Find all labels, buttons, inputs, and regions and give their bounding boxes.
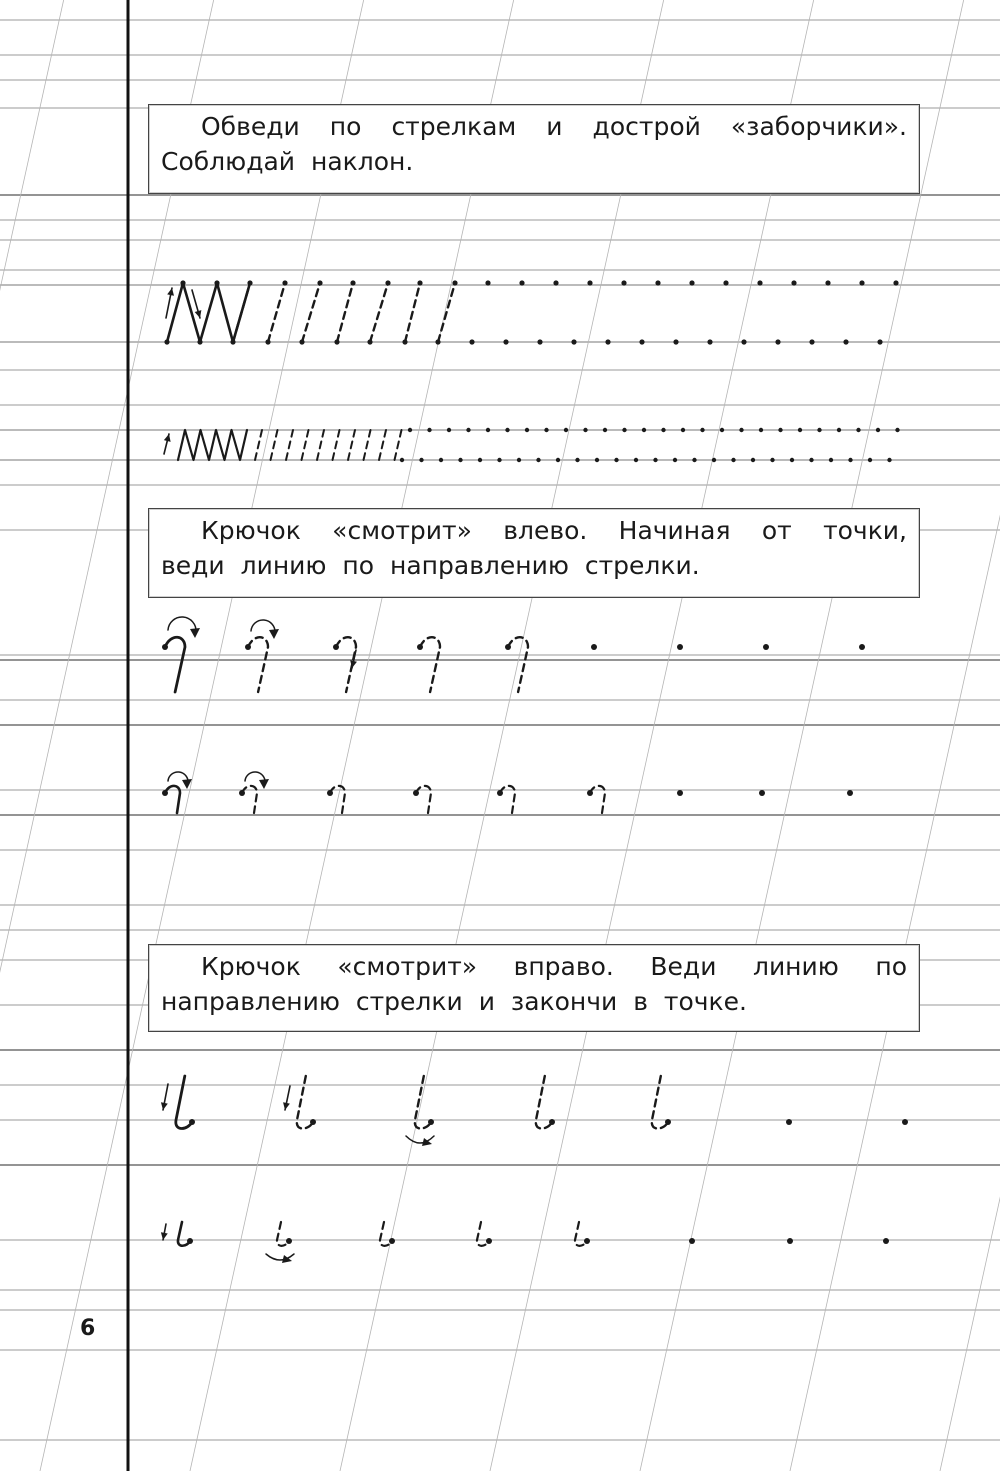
dashed-stroke: [508, 637, 528, 692]
dashed-stroke: [364, 430, 371, 460]
guide-dot: [605, 339, 610, 344]
guide-dot: [408, 428, 412, 432]
instruction-text-2: Крючок «смотрит» влево. Начиная от точки, веди линию по направлению стрелки.: [161, 516, 907, 580]
dashed-stroke: [302, 283, 320, 342]
guide-dot: [189, 1119, 195, 1125]
guide-dot: [497, 458, 501, 462]
guide-dot: [439, 458, 443, 462]
guide-dot: [786, 1119, 792, 1125]
guide-dot: [759, 428, 763, 432]
slant-line: [0, 0, 64, 1471]
guide-dot: [829, 458, 833, 462]
guide-dot: [553, 280, 558, 285]
guide-dot: [402, 339, 407, 344]
arrow-head: [161, 1232, 168, 1240]
guide-dot: [334, 339, 339, 344]
guide-dot: [317, 280, 322, 285]
arrow-head: [283, 1102, 290, 1110]
guide-dot: [571, 339, 576, 344]
guide-dot: [741, 339, 746, 344]
guide-dot: [583, 428, 587, 432]
guide-dot: [435, 339, 440, 344]
guide-dot: [400, 458, 404, 462]
guide-dot: [517, 458, 521, 462]
instruction-box-1: [148, 104, 920, 194]
guide-dot: [893, 280, 898, 285]
dashed-stroke: [348, 430, 355, 460]
guide-dot: [639, 339, 644, 344]
guide-dot: [859, 644, 865, 650]
arrow-head: [259, 779, 269, 789]
guide-dot: [419, 458, 423, 462]
guide-dot: [164, 339, 169, 344]
guide-dot: [775, 339, 780, 344]
guide-dot: [770, 458, 774, 462]
guide-dot: [556, 458, 560, 462]
guide-dot: [478, 458, 482, 462]
guide-dot: [856, 428, 860, 432]
guide-dot: [692, 458, 696, 462]
guide-dot: [282, 280, 287, 285]
guide-dot: [505, 428, 509, 432]
guide-dot: [162, 790, 168, 796]
guide-dot: [622, 428, 626, 432]
arrow-head: [269, 629, 279, 639]
guide-dot: [825, 280, 830, 285]
guide-dot: [817, 428, 821, 432]
guide-dot: [763, 644, 769, 650]
traced-stroke: [178, 430, 247, 460]
guide-dot: [707, 339, 712, 344]
guide-dot: [214, 280, 219, 285]
guide-dot: [677, 644, 683, 650]
guide-dot: [230, 339, 235, 344]
guide-dot: [247, 280, 252, 285]
guide-dot: [505, 644, 511, 650]
guide-dot: [327, 790, 333, 796]
guide-dot: [621, 280, 626, 285]
guide-dot: [299, 339, 304, 344]
arrow-head: [161, 1102, 168, 1110]
guide-dot: [653, 458, 657, 462]
slant-line: [40, 0, 364, 1471]
slant-line: [640, 0, 964, 1471]
hook-left-small-row: [162, 772, 853, 813]
guide-dot: [469, 339, 474, 344]
guide-dot: [902, 1119, 908, 1125]
guide-dot: [197, 339, 202, 344]
guide-dot: [389, 1238, 395, 1244]
guide-dot: [634, 458, 638, 462]
guide-dot: [655, 280, 660, 285]
dashed-stroke: [255, 430, 262, 460]
traced-stroke: [165, 637, 185, 692]
guide-dot: [544, 428, 548, 432]
dashed-stroke: [268, 283, 285, 342]
guide-dot: [265, 339, 270, 344]
hook-right-large-row: [161, 1076, 908, 1146]
guide-dot: [413, 790, 419, 796]
guide-dot: [458, 458, 462, 462]
traced-stroke: [167, 283, 250, 342]
guide-dot: [689, 280, 694, 285]
guide-dot: [757, 280, 762, 285]
dashed-stroke: [405, 283, 420, 342]
guide-dot: [847, 790, 853, 796]
instruction-box-2: [148, 508, 920, 598]
guide-dot: [877, 339, 882, 344]
dashed-stroke: [379, 430, 386, 460]
slant-line: [0, 0, 214, 1471]
guide-dot: [723, 280, 728, 285]
guide-dot: [739, 428, 743, 432]
guide-dot: [712, 458, 716, 462]
guide-dot: [286, 1238, 292, 1244]
guide-dot: [466, 428, 470, 432]
dashed-stroke: [420, 637, 440, 692]
guide-dot: [798, 428, 802, 432]
page-number: 6: [80, 1316, 96, 1341]
guide-dot: [310, 1119, 316, 1125]
guide-dot: [720, 428, 724, 432]
guide-dot: [759, 790, 765, 796]
guide-dot: [787, 1238, 793, 1244]
instruction-text-3: Крючок «смотрит» вправо. Веди линию по направлению стрелки и закончи в точке.: [161, 952, 907, 1016]
guide-dot: [427, 428, 431, 432]
guide-dot: [417, 644, 423, 650]
hook-right-small-row: [161, 1222, 889, 1263]
guide-dot: [180, 280, 185, 285]
slant-line: [790, 0, 1000, 1471]
guide-dot: [700, 428, 704, 432]
guide-dot: [162, 644, 168, 650]
guide-dot: [497, 790, 503, 796]
guide-dot: [537, 339, 542, 344]
dashed-stroke: [317, 430, 324, 460]
guide-dot: [837, 428, 841, 432]
guide-dot: [595, 458, 599, 462]
guide-dot: [452, 280, 457, 285]
guide-dot: [689, 1238, 695, 1244]
guide-dot: [673, 339, 678, 344]
guide-dot: [731, 458, 735, 462]
guide-dot: [428, 1119, 434, 1125]
curved-arrow: [406, 1136, 434, 1143]
guide-dot: [791, 280, 796, 285]
guide-dot: [603, 428, 607, 432]
guide-dot: [809, 458, 813, 462]
slant-line: [940, 0, 1000, 1471]
guide-dot: [350, 280, 355, 285]
guide-dot: [778, 428, 782, 432]
big-zigzag-row: [164, 280, 898, 344]
guide-dot: [447, 428, 451, 432]
guide-dot: [859, 280, 864, 285]
guide-dot: [868, 458, 872, 462]
guide-dot: [883, 1238, 889, 1244]
instruction-text-1: Обведи по стрелкам и дострой «заборчики». Соблюдай наклон.: [161, 112, 907, 176]
guide-dot: [790, 458, 794, 462]
guide-dot: [843, 339, 848, 344]
guide-dot: [895, 428, 899, 432]
slant-line: [190, 0, 514, 1471]
guide-dot: [642, 428, 646, 432]
guide-dot: [681, 428, 685, 432]
guide-dot: [665, 1119, 671, 1125]
guide-dot: [661, 428, 665, 432]
guide-dot: [525, 428, 529, 432]
dashed-stroke: [302, 430, 309, 460]
guide-dot: [485, 280, 490, 285]
guide-dot: [677, 790, 683, 796]
guide-dot: [187, 1238, 193, 1244]
guide-dot: [876, 428, 880, 432]
exercises: [161, 280, 908, 1263]
guide-dot: [809, 339, 814, 344]
dashed-stroke: [333, 430, 340, 460]
guide-dot: [848, 458, 852, 462]
guide-dot: [503, 339, 508, 344]
slant-line: [340, 0, 664, 1471]
guide-dot: [587, 790, 593, 796]
dashed-stroke: [271, 430, 278, 460]
guide-dot: [614, 458, 618, 462]
arrow-head: [190, 628, 200, 638]
guide-dot: [587, 280, 592, 285]
curved-arrow: [266, 1254, 294, 1260]
guide-dot: [385, 280, 390, 285]
arrow-head: [167, 288, 174, 296]
guide-dot: [367, 339, 372, 344]
guide-dot: [519, 280, 524, 285]
guide-dot: [673, 458, 677, 462]
guide-dot: [333, 644, 339, 650]
slant-line: [490, 0, 814, 1471]
guide-dot: [575, 458, 579, 462]
guide-dot: [751, 458, 755, 462]
guide-dot: [591, 644, 597, 650]
guide-dot: [584, 1238, 590, 1244]
guide-dot: [239, 790, 245, 796]
dashed-stroke: [370, 283, 388, 342]
dashed-stroke: [395, 430, 402, 460]
dashed-stroke: [248, 637, 268, 692]
guide-dot: [486, 1238, 492, 1244]
small-zigzag-row: [164, 428, 900, 462]
dashed-stroke: [337, 283, 353, 342]
ruling-lines: [0, 20, 1000, 1440]
guide-dot: [887, 458, 891, 462]
guide-dot: [417, 280, 422, 285]
guide-dot: [245, 644, 251, 650]
instruction-box-3: [148, 944, 920, 1032]
guide-dot: [536, 458, 540, 462]
guide-dot: [549, 1119, 555, 1125]
guide-dot: [486, 428, 490, 432]
arrow-head: [164, 434, 171, 442]
dashed-stroke: [286, 430, 293, 460]
guide-dot: [564, 428, 568, 432]
